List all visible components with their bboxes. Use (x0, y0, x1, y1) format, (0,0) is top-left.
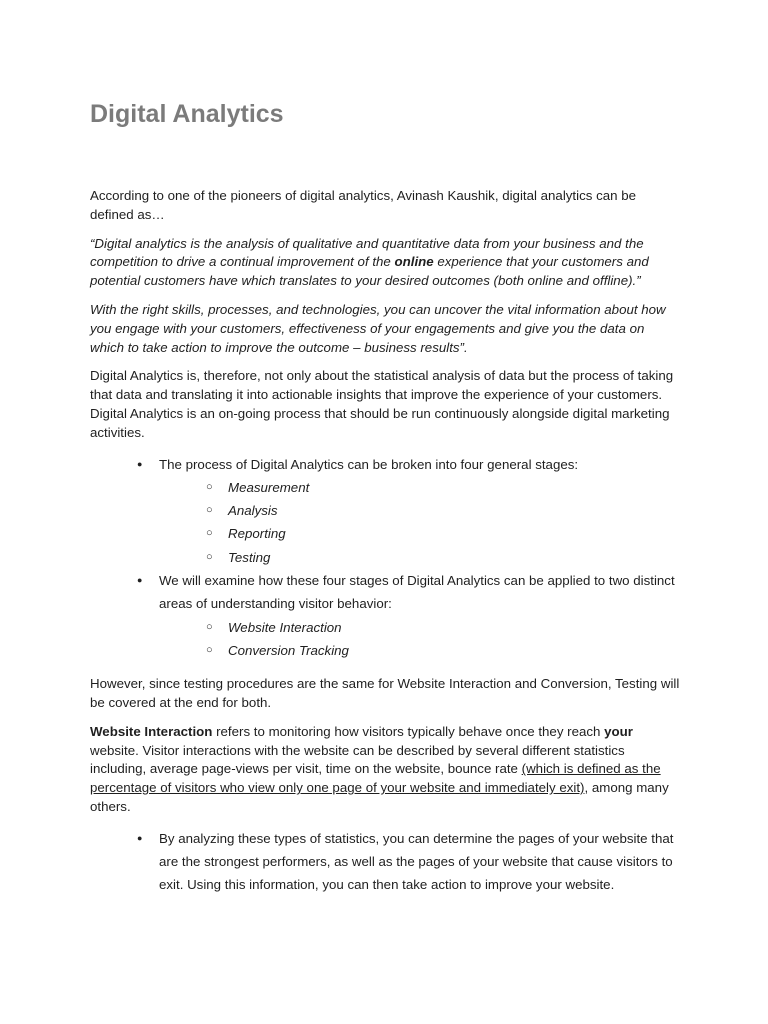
quote1-text-after: experience that your customers and potential customers have which translates to your desired outcomes (both online and offline).” (90, 254, 649, 289)
bounce-rate-definition: (which is defined as the percentage of visitors who view only one page of your website and immediately exit) (90, 761, 661, 796)
list-item: ● By analyzing these types of statistics, you can determine the pages of your website that are the strongest performers, as well as the pages of your website that cause visitors to exit. Using this information, you can then take action to improve your website. (90, 827, 680, 897)
quote1-bold-online: online (394, 254, 434, 270)
list-item: ○ Website Interaction (159, 616, 680, 639)
document-body (90, 187, 680, 897)
quote-paragraph-1 (90, 235, 680, 291)
p4-text-1: refers to monitoring how visitors typically behave once they reach (212, 723, 605, 739)
p4-text-2: website. Visitor interactions with the website can be described by several different statistics including, average page-views per visit, time on the website, bounce rate (90, 742, 625, 777)
website-interaction-paragraph (90, 723, 680, 817)
spacer (90, 662, 680, 675)
quote-paragraph-2: With the right skills, processes, and technologies, you can uncover the vital information about how you engage with your customers, effectiveness of your engagements and give you the data on which to take action to improve the outcome – business results”. (90, 301, 666, 355)
intro-paragraph: According to one of the pioneers of digital analytics, Avinash Kaushik, digital analytics can be defined as… (90, 188, 636, 222)
list-item: ○ Conversion Tracking (159, 639, 680, 662)
stages-bullet-list (90, 453, 680, 663)
list-item: ○ Reporting (159, 522, 680, 545)
term-website-interaction: Website Interaction (90, 723, 213, 739)
p4-text-3: , among many others. (90, 780, 669, 815)
page-title: Digital Analytics (90, 100, 284, 128)
stages-sub-list (159, 476, 680, 569)
bullet-text-areas: We will examine how these four stages of Digital Analytics can be applied to two distinct areas of understanding visitor behavior: (159, 573, 675, 612)
list-item: ○ Analysis (159, 499, 680, 522)
list-item: ○ Measurement (159, 476, 680, 499)
list-item: ○ Testing (159, 546, 680, 569)
statistics-bullet-list (90, 827, 680, 897)
testing-paragraph: However, since testing procedures are the same for Website Interaction and Conversion, Testing will be covered at the end for both. (90, 676, 680, 711)
list-item (90, 569, 680, 662)
bullet-text-stages: The process of Digital Analytics can be broken into four general stages: (159, 456, 579, 472)
list-item (90, 453, 680, 569)
areas-sub-list (159, 616, 680, 663)
quote1-text-before: “Digital analytics is the analysis of qualitative and quantitative data from your business and the competition to drive a continual improvement of the (90, 235, 644, 270)
definition-paragraph: Digital Analytics is, therefore, not only about the statistical analysis of data but the process of taking that data and translating it into actionable insights that improve the experience of your customers. Digital Analytics is an on-going process that should be run continuously alongside digital marketing activities. (90, 368, 674, 440)
emphasis-your: your (604, 723, 633, 739)
